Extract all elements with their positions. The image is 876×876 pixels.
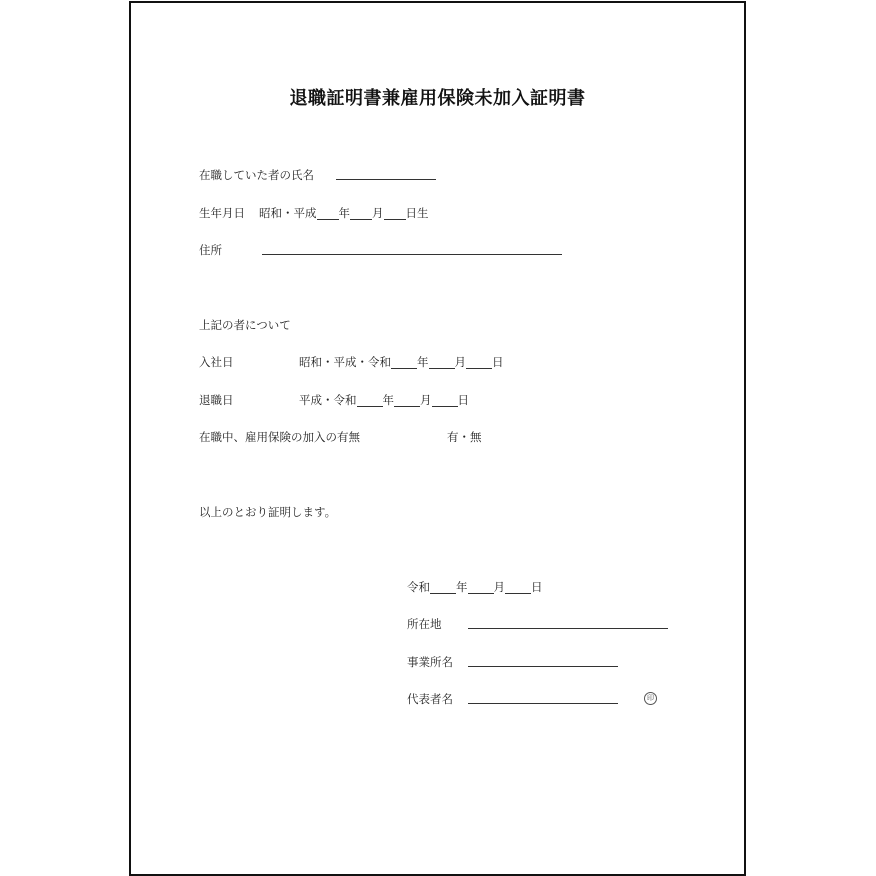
join-day-unit: 日 <box>492 355 504 369</box>
birth-day-unit: 日生 <box>405 206 429 220</box>
location-field[interactable] <box>468 628 668 629</box>
issue-date-row <box>407 580 543 594</box>
birth-day-field[interactable] <box>384 207 406 220</box>
about-intro: 上記の者について <box>199 318 291 332</box>
document-title: 退職証明書兼雇用保険未加入証明書 <box>289 88 586 109</box>
representative-label: 代表者名 <box>407 692 453 706</box>
birth-date-label: 生年月日 <box>199 206 245 220</box>
birth-month-unit: 月 <box>372 206 384 220</box>
seal-mark: 印 <box>644 692 657 705</box>
leave-date-label: 退職日 <box>199 393 234 407</box>
leave-eras: 平成・令和 <box>299 393 357 407</box>
birth-month-field[interactable] <box>350 207 372 220</box>
employee-name-row <box>199 168 314 182</box>
location-label: 所在地 <box>407 617 442 631</box>
issue-month-unit: 月 <box>493 580 505 594</box>
birth-date-row <box>199 206 429 220</box>
issue-day-field[interactable] <box>505 581 531 594</box>
leave-day-unit: 日 <box>457 393 469 407</box>
issue-month-field[interactable] <box>468 581 494 594</box>
join-month-field[interactable] <box>429 356 455 369</box>
leave-year-field[interactable] <box>357 394 383 407</box>
business-name-label: 事業所名 <box>407 655 453 669</box>
join-month-unit: 月 <box>454 355 466 369</box>
leave-day-field[interactable] <box>432 394 458 407</box>
join-eras: 昭和・平成・令和 <box>299 355 391 369</box>
employee-name-label: 在職していた者の氏名 <box>199 168 314 182</box>
leave-month-field[interactable] <box>394 394 420 407</box>
birth-eras: 昭和・平成 <box>259 206 317 220</box>
address-row <box>199 243 222 257</box>
leave-month-unit: 月 <box>420 393 432 407</box>
representative-field[interactable] <box>468 703 618 704</box>
address-label: 住所 <box>199 243 222 257</box>
employee-name-field[interactable] <box>336 179 436 180</box>
certificate-sheet <box>129 1 746 876</box>
address-field[interactable] <box>262 254 562 255</box>
issue-year-unit: 年 <box>456 580 468 594</box>
issue-era: 令和 <box>407 580 430 594</box>
leave-year-unit: 年 <box>382 393 394 407</box>
business-name-field[interactable] <box>468 666 618 667</box>
join-year-unit: 年 <box>417 355 429 369</box>
join-day-field[interactable] <box>466 356 492 369</box>
birth-year-unit: 年 <box>338 206 350 220</box>
insurance-label: 在職中、雇用保険の加入の有無 <box>199 430 360 444</box>
join-year-field[interactable] <box>391 356 417 369</box>
join-date-label: 入社日 <box>199 355 234 369</box>
certify-statement: 以上のとおり証明します。 <box>199 505 337 519</box>
join-date-row <box>299 355 504 369</box>
insurance-options[interactable]: 有・無 <box>447 430 482 444</box>
birth-year-field[interactable] <box>317 207 339 220</box>
issue-day-unit: 日 <box>531 580 543 594</box>
issue-year-field[interactable] <box>430 581 456 594</box>
leave-date-row <box>299 393 469 407</box>
